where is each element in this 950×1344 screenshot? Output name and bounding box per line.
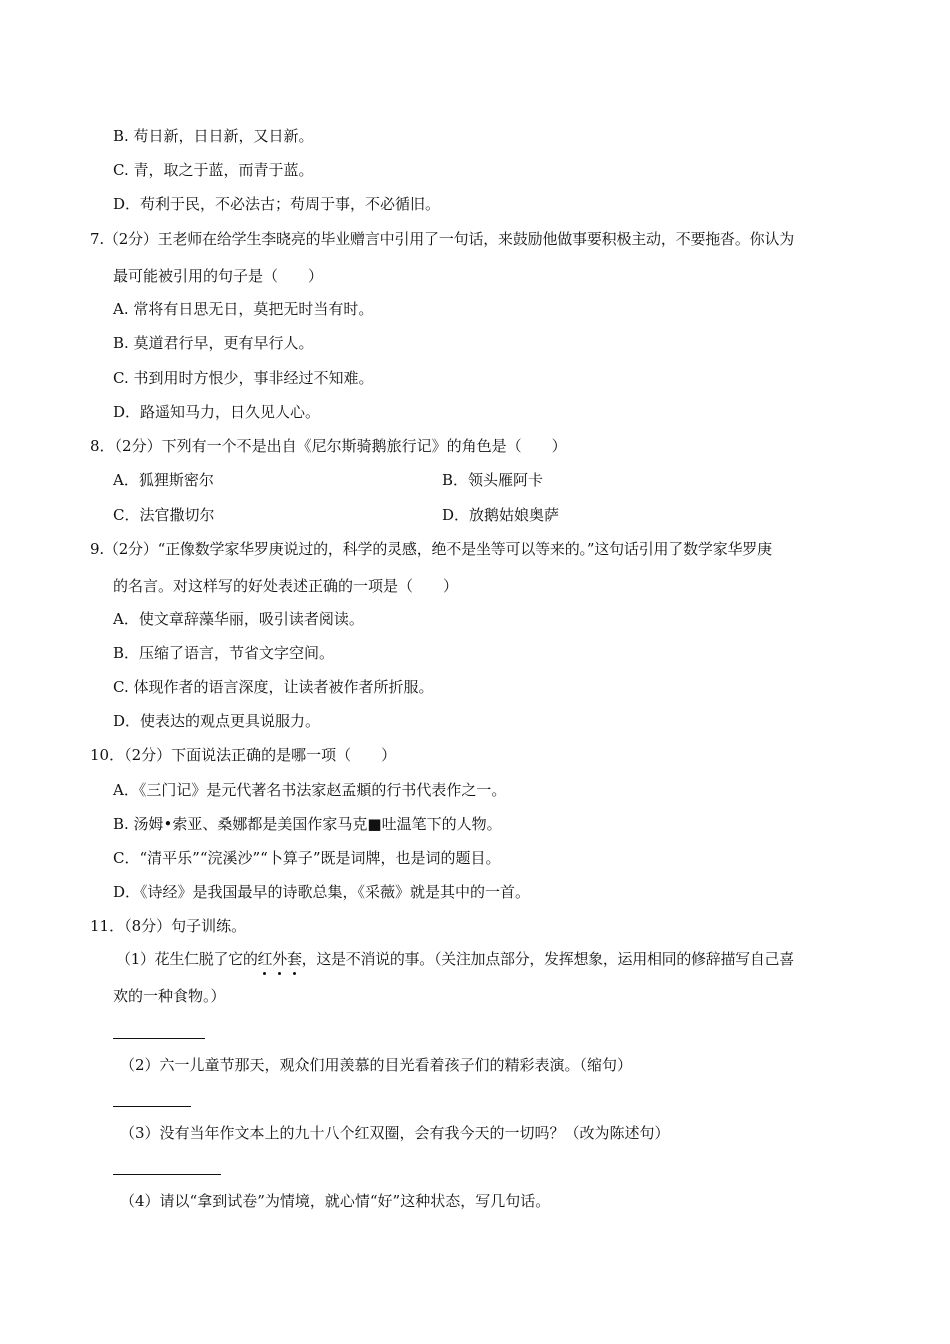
q9-stem-line1: 9.（2分）“正像数学家华罗庚说过的，科学的灵感，绝不是坐等可以等来的。”这句话引用了数学家华罗庚 xyxy=(90,540,772,558)
q11-sub1-before: （1）花生仁脱了它的 xyxy=(116,950,258,968)
q11-sub1-dotted-char: 套 xyxy=(286,950,302,968)
q11-sub1-line1 xyxy=(116,949,794,969)
answer-blank-3[interactable] xyxy=(113,1174,221,1175)
q9-option-a: A．使文章辞藻华丽，吸引读者阅读。 xyxy=(113,610,364,628)
q8-stem: 8．（2分）下列有一个不是出自《尼尔斯骑鹅旅行记》的角色是（ ） xyxy=(90,437,567,455)
q7-stem-line1: 7.（2分）王老师在给学生李晓亮的毕业赠言中引用了一句话，来鼓励他做事要积极主动，不要拖沓。你认为 xyxy=(90,230,795,248)
q11-sub1-dotted-char: 外 xyxy=(272,950,287,968)
q11-sub1-line2: 欢的一种食物。） xyxy=(113,987,226,1005)
q9-option-d: D．使表达的观点更具说服力。 xyxy=(113,712,321,730)
q8-option-c: C．法官撒切尔 xyxy=(113,506,215,524)
q11-sub1-after: ，这是不消说的事。（关注加点部分，发挥想象，运用相同的修辞描写自己喜 xyxy=(301,950,794,968)
q10-option-c: C．“清平乐”“浣溪沙”“卜算子”既是词牌，也是词的题目。 xyxy=(113,849,501,867)
q6-option-d: D．苟利于民，不必法古；苟周于事，不必循旧。 xyxy=(113,195,441,213)
q8-option-d: D．放鹅姑娘奥萨 xyxy=(442,506,560,524)
q10-stem: 10．（2分）下面说法正确的是哪一项（ ） xyxy=(90,746,397,764)
q11-stem: 11．（8分）句子训练。 xyxy=(90,917,247,935)
answer-blank-2[interactable] xyxy=(113,1106,191,1107)
q11-sub4: （4）请以“拿到试卷”为情境，就心情“好”这种状态，写几句话。 xyxy=(120,1192,551,1210)
answer-blank-1[interactable] xyxy=(113,1038,205,1039)
q11-sub2: （2）六一儿童节那天，观众们用羡慕的目光看着孩子们的精彩表演。（缩句） xyxy=(120,1056,633,1074)
q11-sub1-dotted-char: 红 xyxy=(257,950,273,968)
q6-option-b: B. 苟日新，日日新，又日新。 xyxy=(113,127,314,145)
q7-option-d: D．路遥知马力，日久见人心。 xyxy=(113,403,321,421)
q9-option-c: C. 体现作者的语言深度，让读者被作者所折服。 xyxy=(113,678,434,696)
q7-option-a: A. 常将有日思无日，莫把无时当有时。 xyxy=(113,300,374,318)
q9-option-b: B．压缩了语言，节省文字空间。 xyxy=(113,644,335,662)
q7-stem-line2: 最可能被引用的句子是（ ） xyxy=(113,267,324,285)
q9-stem-line2: 的名言。对这样写的好处表述正确的一项是（ ） xyxy=(113,577,459,595)
q6-option-c: C. 青，取之于蓝，而青于蓝。 xyxy=(113,161,314,179)
q10-option-d: D．《诗经》是我国最早的诗歌总集，《采薇》就是其中的一首。 xyxy=(113,883,531,901)
q7-option-c: C. 书到用时方恨少，事非经过不知难。 xyxy=(113,369,374,387)
q8-option-b: B．领头雁阿卡 xyxy=(442,471,544,489)
q10-option-a: A．《三门记》是元代著名书法家赵孟頫的行书代表作之一。 xyxy=(113,781,507,799)
q11-sub3: （3）没有当年作文本上的九十八个红双圈，会有我今天的一切吗？（改为陈述句） xyxy=(120,1124,670,1142)
q10-option-b: B. 汤姆•索亚、桑娜都是美国作家马克■吐温笔下的人物。 xyxy=(113,815,502,833)
q7-option-b: B. 莫道君行早，更有早行人。 xyxy=(113,334,314,352)
q8-option-a: A．狐狸斯密尔 xyxy=(113,471,214,489)
